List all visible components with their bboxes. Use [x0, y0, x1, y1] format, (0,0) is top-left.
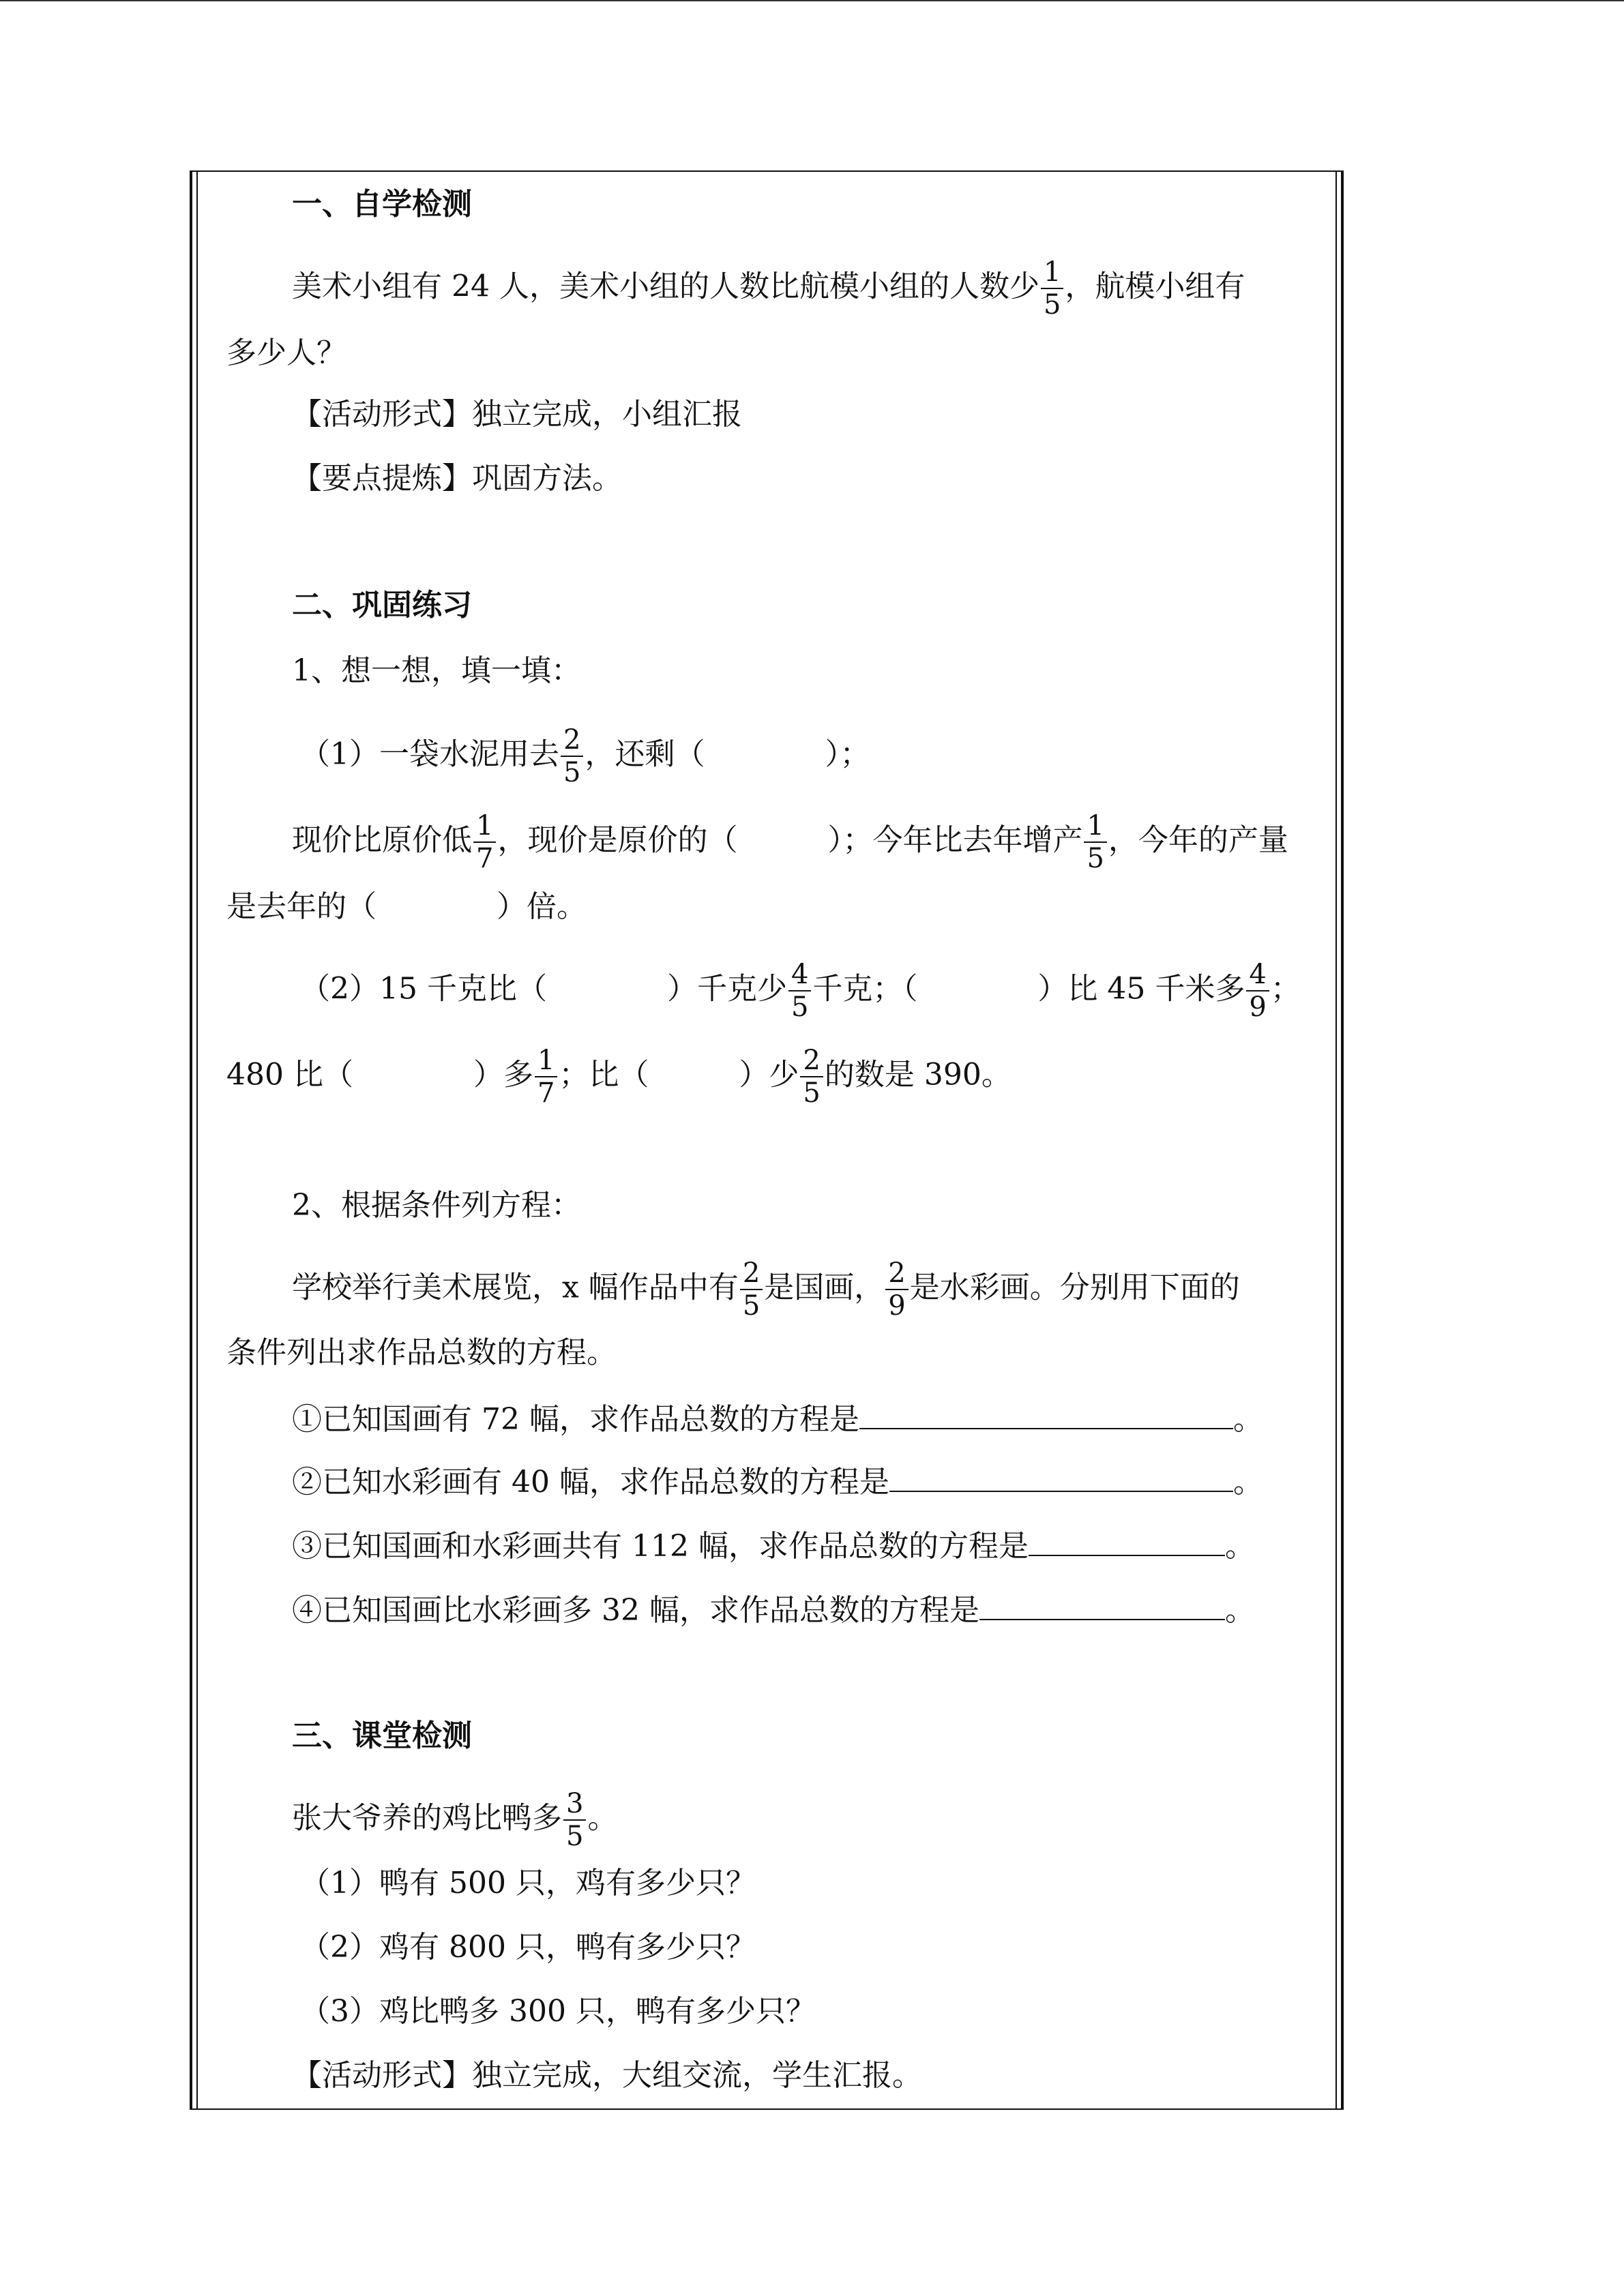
section2-q1-title: 1、想一想，填一填： [292, 653, 581, 688]
section1-keypoint: 【要点提炼】巩固方法。 [292, 461, 622, 496]
section2-q1-line5 [226, 1045, 1012, 1109]
fraction-denominator: 5 [566, 1821, 584, 1852]
q1-4-text-b: ；比（ ）少 [559, 1057, 799, 1092]
q2-text-c: 是水彩画。分别用下面的 [909, 1270, 1240, 1305]
fraction [1084, 810, 1106, 874]
equation-item-end: 。 [1232, 1465, 1263, 1500]
section2-q1-line1 [300, 724, 870, 788]
fraction-denominator: 7 [476, 843, 494, 874]
fraction [1246, 959, 1269, 1023]
fraction-numerator: 4 [1249, 959, 1267, 990]
fraction [1041, 256, 1063, 320]
fraction [740, 1257, 763, 1322]
q2-text-a: 学校举行美术展览，x 幅作品中有 [292, 1270, 739, 1305]
equation-item-text: ③已知国画和水彩画共有 112 幅，求作品总数的方程是 [292, 1529, 1029, 1564]
fraction-numerator: 1 [476, 810, 494, 841]
fraction-numerator: 2 [803, 1045, 821, 1076]
section2-q2-line2: 条件列出求作品总数的方程。 [226, 1335, 617, 1370]
q1-3-text-b: 千克；（ ）比 45 千米多 [812, 971, 1245, 1007]
answer-blank[interactable] [859, 1397, 1233, 1429]
equation-item-end: 。 [1224, 1529, 1255, 1564]
fraction-denominator: 5 [1043, 289, 1061, 320]
section1-problem-text-b: ，航模小组有 [1065, 269, 1245, 304]
fraction-numerator: 2 [563, 724, 581, 756]
fraction-denominator: 5 [791, 992, 809, 1023]
equation-item-text: ①已知国画有 72 幅，求作品总数的方程是 [292, 1402, 859, 1437]
fraction [473, 810, 496, 874]
section3-q3: （3）鸡比鸭多 300 只，鸭有多少只？ [300, 1994, 816, 2029]
fraction-denominator: 5 [563, 757, 581, 788]
equation-item-text: ②已知水彩画有 40 幅，求作品总数的方程是 [292, 1465, 889, 1500]
fraction-denominator: 5 [803, 1077, 821, 1109]
frame-border-left-outer [190, 170, 192, 2110]
fraction-denominator: 5 [742, 1290, 761, 1322]
fraction-numerator: 4 [791, 959, 809, 990]
fraction [885, 1257, 908, 1322]
equation-item-1 [292, 1397, 1263, 1440]
q1-1-text-b: ，还剩（ ）； [585, 736, 870, 772]
q1-4-text-c: 的数是 390。 [824, 1057, 1012, 1092]
fraction-numerator: 1 [537, 1045, 555, 1076]
top-rule [0, 0, 1624, 1]
section3-intro-text-b: 。 [587, 1800, 618, 1836]
q2-text-b: 是国画， [764, 1270, 885, 1305]
section3-heading: 三、课堂检测 [292, 1718, 472, 1753]
fraction [561, 724, 583, 788]
fraction-denominator: 5 [1087, 843, 1104, 874]
section1-problem-text-a: 美术小组有 24 人，美术小组的人数比航模小组的人数少 [292, 269, 1039, 304]
fraction [788, 959, 811, 1023]
section1-problem-line2: 多少人？ [226, 336, 346, 370]
answer-blank[interactable] [979, 1587, 1225, 1620]
fraction-denominator: 7 [537, 1077, 555, 1109]
frame-border-right-outer [1341, 170, 1344, 2110]
answer-blank[interactable] [889, 1459, 1233, 1492]
frame-border-bottom [190, 2108, 1344, 2110]
fraction [535, 1045, 557, 1109]
section2-q2-line1 [292, 1257, 1240, 1322]
fraction-numerator: 3 [566, 1788, 584, 1819]
q1-2-text-c: ，今年的产量 [1108, 822, 1288, 858]
section3-intro-text-a: 张大爷养的鸡比鸭多 [292, 1800, 562, 1836]
frame-border-top [190, 170, 1344, 172]
section3-q2: （2）鸡有 800 只，鸭有多少只？ [300, 1930, 756, 1965]
section2-heading: 二、巩固练习 [292, 588, 472, 623]
fraction-numerator: 1 [1087, 810, 1104, 841]
fraction-numerator: 2 [888, 1257, 906, 1289]
section2-q1-line3: 是去年的（ ）倍。 [226, 889, 587, 924]
section2-q1-line4 [300, 959, 1301, 1023]
equation-item-text: ④已知国画比水彩画多 32 幅，求作品总数的方程是 [292, 1593, 979, 1628]
q1-1-text-a: （1）一袋水泥用去 [300, 736, 559, 772]
equation-item-end: 。 [1224, 1593, 1255, 1628]
section3-intro [292, 1788, 617, 1852]
fraction-denominator: 9 [888, 1290, 906, 1322]
fraction-numerator: 1 [1043, 256, 1061, 288]
section2-q2-title: 2、根据条件列方程： [292, 1188, 581, 1223]
equation-item-3 [292, 1523, 1255, 1567]
fraction [800, 1045, 823, 1109]
q1-2-text-b: ，现价是原价的（ ）；今年比去年增产 [497, 822, 1083, 858]
q1-2-text-a: 现价比原价低 [292, 822, 472, 858]
fraction [563, 1788, 586, 1852]
equation-item-4 [292, 1587, 1255, 1631]
q1-4-text-a: 480 比（ ）多 [226, 1057, 533, 1092]
section1-problem-line1 [292, 256, 1245, 320]
q1-3-text-a: （2）15 千克比（ ）千克少 [300, 971, 787, 1007]
q1-3-text-c: ； [1270, 971, 1301, 1007]
fraction-numerator: 2 [742, 1257, 761, 1289]
equation-item-end: 。 [1232, 1402, 1263, 1437]
section3-q1: （1）鸭有 500 只，鸡有多少只？ [300, 1866, 756, 1900]
answer-blank[interactable] [1029, 1523, 1225, 1556]
section1-heading: 一、自学检测 [292, 187, 472, 222]
section3-activity: 【活动形式】独立完成，大组交流，学生汇报。 [292, 2058, 922, 2093]
frame-border-left-inner [196, 170, 198, 2110]
section2-q1-line2 [292, 810, 1288, 874]
equation-item-2 [292, 1459, 1263, 1503]
section1-activity: 【活动形式】独立完成，小组汇报 [292, 397, 742, 432]
frame-border-right-inner [1335, 170, 1337, 2110]
fraction-denominator: 9 [1249, 992, 1267, 1023]
